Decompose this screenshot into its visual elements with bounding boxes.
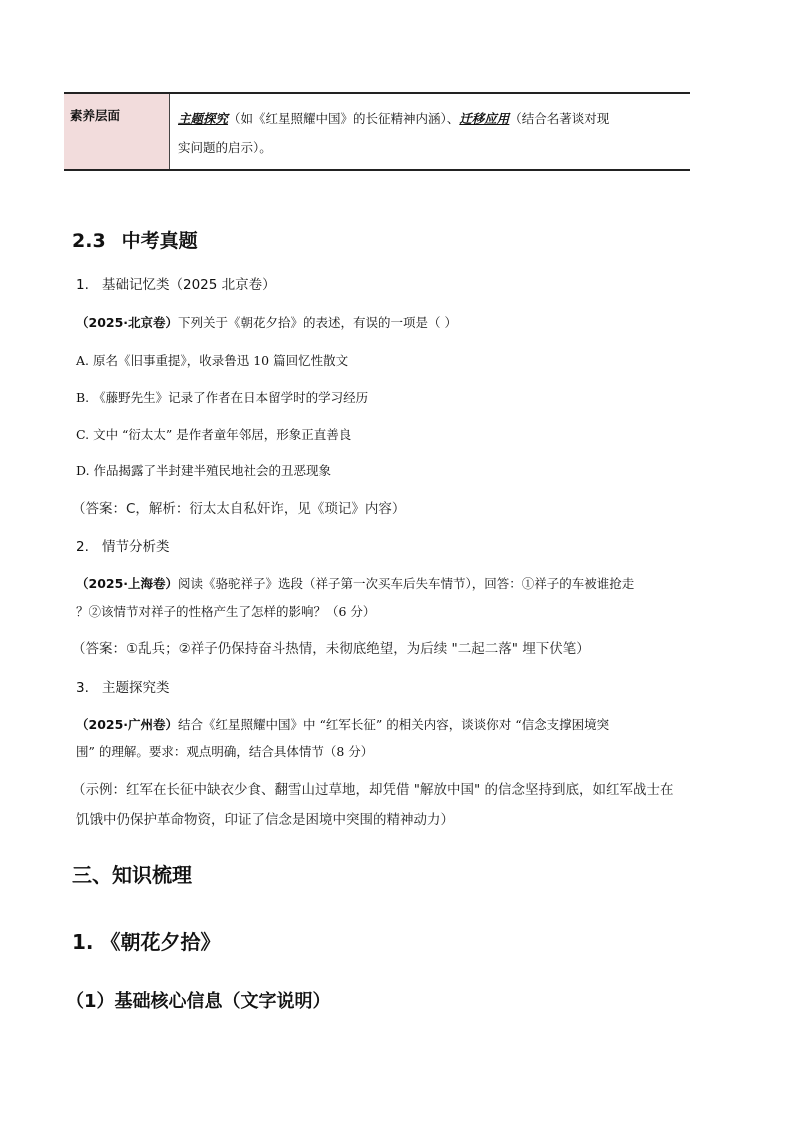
answer-1: （答案：C，解析：衍太太自私奸诈，见《琐记》内容） — [72, 501, 406, 517]
question-category-2: 2. 情节分析类 — [76, 539, 170, 555]
answer-3-line-2: 饥饿中仍保护革命物资，印证了信念是困境中突围的精神动力） — [76, 812, 454, 828]
question-category-1: 1. 基础记忆类（2025 北京卷） — [76, 277, 276, 293]
book-heading: 1. 《朝花夕拾》 — [72, 930, 221, 954]
question-category-3: 3. 主题探究类 — [76, 680, 170, 696]
table-text-2: （结合名著谈对现 — [509, 111, 610, 126]
table-label-cell: 素养层面 — [64, 94, 170, 169]
question-3-line-2: 围” 的理解。要求：观点明确，结合具体情节（8 分） — [76, 744, 374, 759]
answer-2: （答案：①乱兵；②祥子仍保持奋斗热情，未彻底绝望，为后续 "二起二落" 埋下伏笔） — [72, 641, 590, 657]
answer-3-line-1: （示例：红军在长征中缺衣少食、翻雪山过草地，却凭借 "解放中国" 的信念坚持到底，如红军战士在 — [72, 782, 674, 798]
table-text-3: 实问题的启示）。 — [178, 140, 272, 155]
category-title: 主题探究类 — [102, 680, 170, 696]
question-1: （2025·北京卷）下列关于《朝花夕拾》的表述，有误的一项是（ ） — [76, 315, 458, 330]
keyword-theme-inquiry: 主题探究 — [178, 111, 229, 126]
literacy-table — [64, 92, 690, 171]
section-number: 2.3 — [72, 230, 106, 252]
knowledge-heading: 三、知识梳理 — [72, 863, 192, 887]
keyword-transfer-application: 迁移应用 — [459, 111, 510, 126]
table-content-cell — [170, 94, 690, 169]
question-source: （2025·广州卷） — [76, 717, 179, 732]
question-2-line-2: ？②该情节对祥子的性格产生了怎样的影响？（6 分） — [76, 604, 376, 619]
section-heading — [72, 226, 198, 253]
category-title: 情节分析类 — [102, 539, 170, 555]
subsection-heading: （1）基础核心信息（文字说明） — [66, 991, 331, 1012]
option-b: B. 《藤野先生》记录了作者在日本留学时的学习经历 — [76, 390, 369, 405]
question-source: （2025·北京卷） — [76, 315, 179, 330]
question-3-line-1: （2025·广州卷）结合《红星照耀中国》中 “红军长征” 的相关内容，谈谈你对 “信念支撑困境突 — [76, 717, 610, 732]
question-2-line-1: （2025·上海卷）阅读《骆驼祥子》选段（祥子第一次买车后失车情节），回答：①祥子的车被谁抢走 — [76, 576, 635, 591]
option-a: A. 原名《旧事重提》，收录鲁迅 10 篇回忆性散文 — [76, 353, 349, 368]
question-source: （2025·上海卷） — [76, 576, 179, 591]
category-title: 基础记忆类（2025 北京卷） — [102, 277, 276, 293]
table-text-1: （如《红星照耀中国》的长征精神内涵）、 — [228, 111, 460, 126]
option-c: C. 文中 “衍太太” 是作者童年邻居，形象正直善良 — [76, 427, 352, 442]
section-title: 中考真题 — [121, 230, 198, 252]
option-d: D. 作品揭露了半封建半殖民地社会的丑恶现象 — [76, 463, 332, 478]
